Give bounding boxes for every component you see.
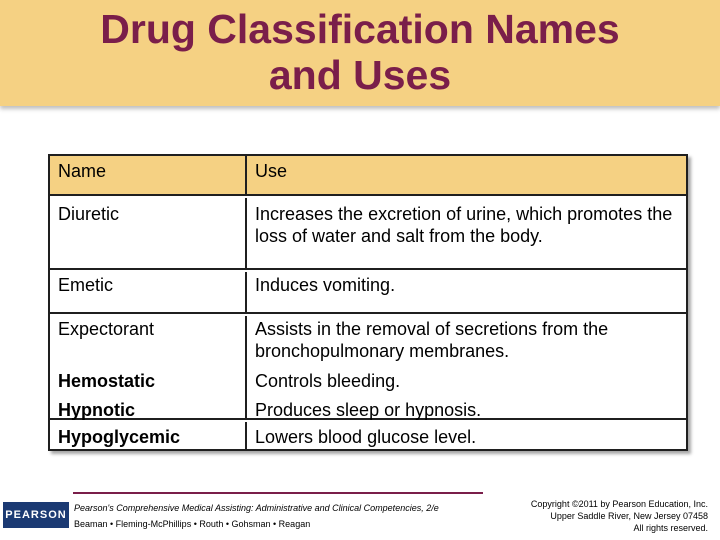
slide-title-line1: Drug Classification Names bbox=[100, 6, 620, 52]
copyright-line: Copyright ©2011 by Pearson Education, Inc. bbox=[530, 499, 708, 509]
drug-name: Hypoglycemic bbox=[58, 427, 181, 447]
drug-use: Produces sleep or hypnosis. bbox=[255, 400, 482, 420]
drug-name: Expectorant bbox=[58, 319, 155, 339]
table-cell-use bbox=[245, 198, 686, 295]
drug-use: Assists in the removal of secretions from the bronchopulmonary membranes. bbox=[255, 319, 609, 361]
drug-use: Increases the excretion of urine, which promotes the loss of water and salt from the body. bbox=[255, 204, 673, 246]
header-use: Use bbox=[245, 156, 686, 194]
publisher-logo: PEARSON bbox=[3, 502, 69, 528]
drug-use: Lowers blood glucose level. bbox=[245, 422, 686, 449]
footer-copyright bbox=[488, 498, 708, 534]
footer-divider bbox=[73, 492, 483, 494]
table-cell-name bbox=[50, 198, 245, 295]
table-row bbox=[50, 272, 686, 314]
slide-title-line2: and Uses bbox=[268, 52, 452, 98]
table-row bbox=[50, 316, 686, 420]
drug-table bbox=[48, 154, 688, 451]
copyright-line: Upper Saddle River, New Jersey 07458 bbox=[550, 511, 708, 521]
drug-name: Diuretic bbox=[58, 204, 120, 224]
table-row bbox=[50, 198, 686, 295]
drug-name: Hypnotic bbox=[58, 400, 136, 420]
footer-authors: Beaman • Fleming-McPhillips • Routh • Gohsman • Reagan bbox=[74, 519, 311, 529]
drug-use: Controls bleeding. bbox=[255, 371, 401, 391]
drug-use: Induces vomiting. bbox=[255, 275, 396, 295]
slide-title bbox=[0, 6, 720, 98]
footer-book-title: Pearson's Comprehensive Medical Assisting: Administrative and Clinical Competencies, 2/e bbox=[74, 503, 439, 513]
table-cell-empty bbox=[245, 272, 686, 312]
copyright-line: All rights reserved. bbox=[633, 523, 708, 533]
table-cell-empty bbox=[50, 272, 245, 312]
header-name: Name bbox=[58, 161, 107, 181]
drug-name: Hemostatic bbox=[58, 371, 156, 391]
table-cell-use bbox=[245, 316, 686, 418]
table-row bbox=[50, 422, 686, 449]
table-header-row bbox=[50, 156, 686, 196]
table-cell-name bbox=[50, 316, 245, 418]
drug-name: Emetic bbox=[58, 275, 114, 295]
